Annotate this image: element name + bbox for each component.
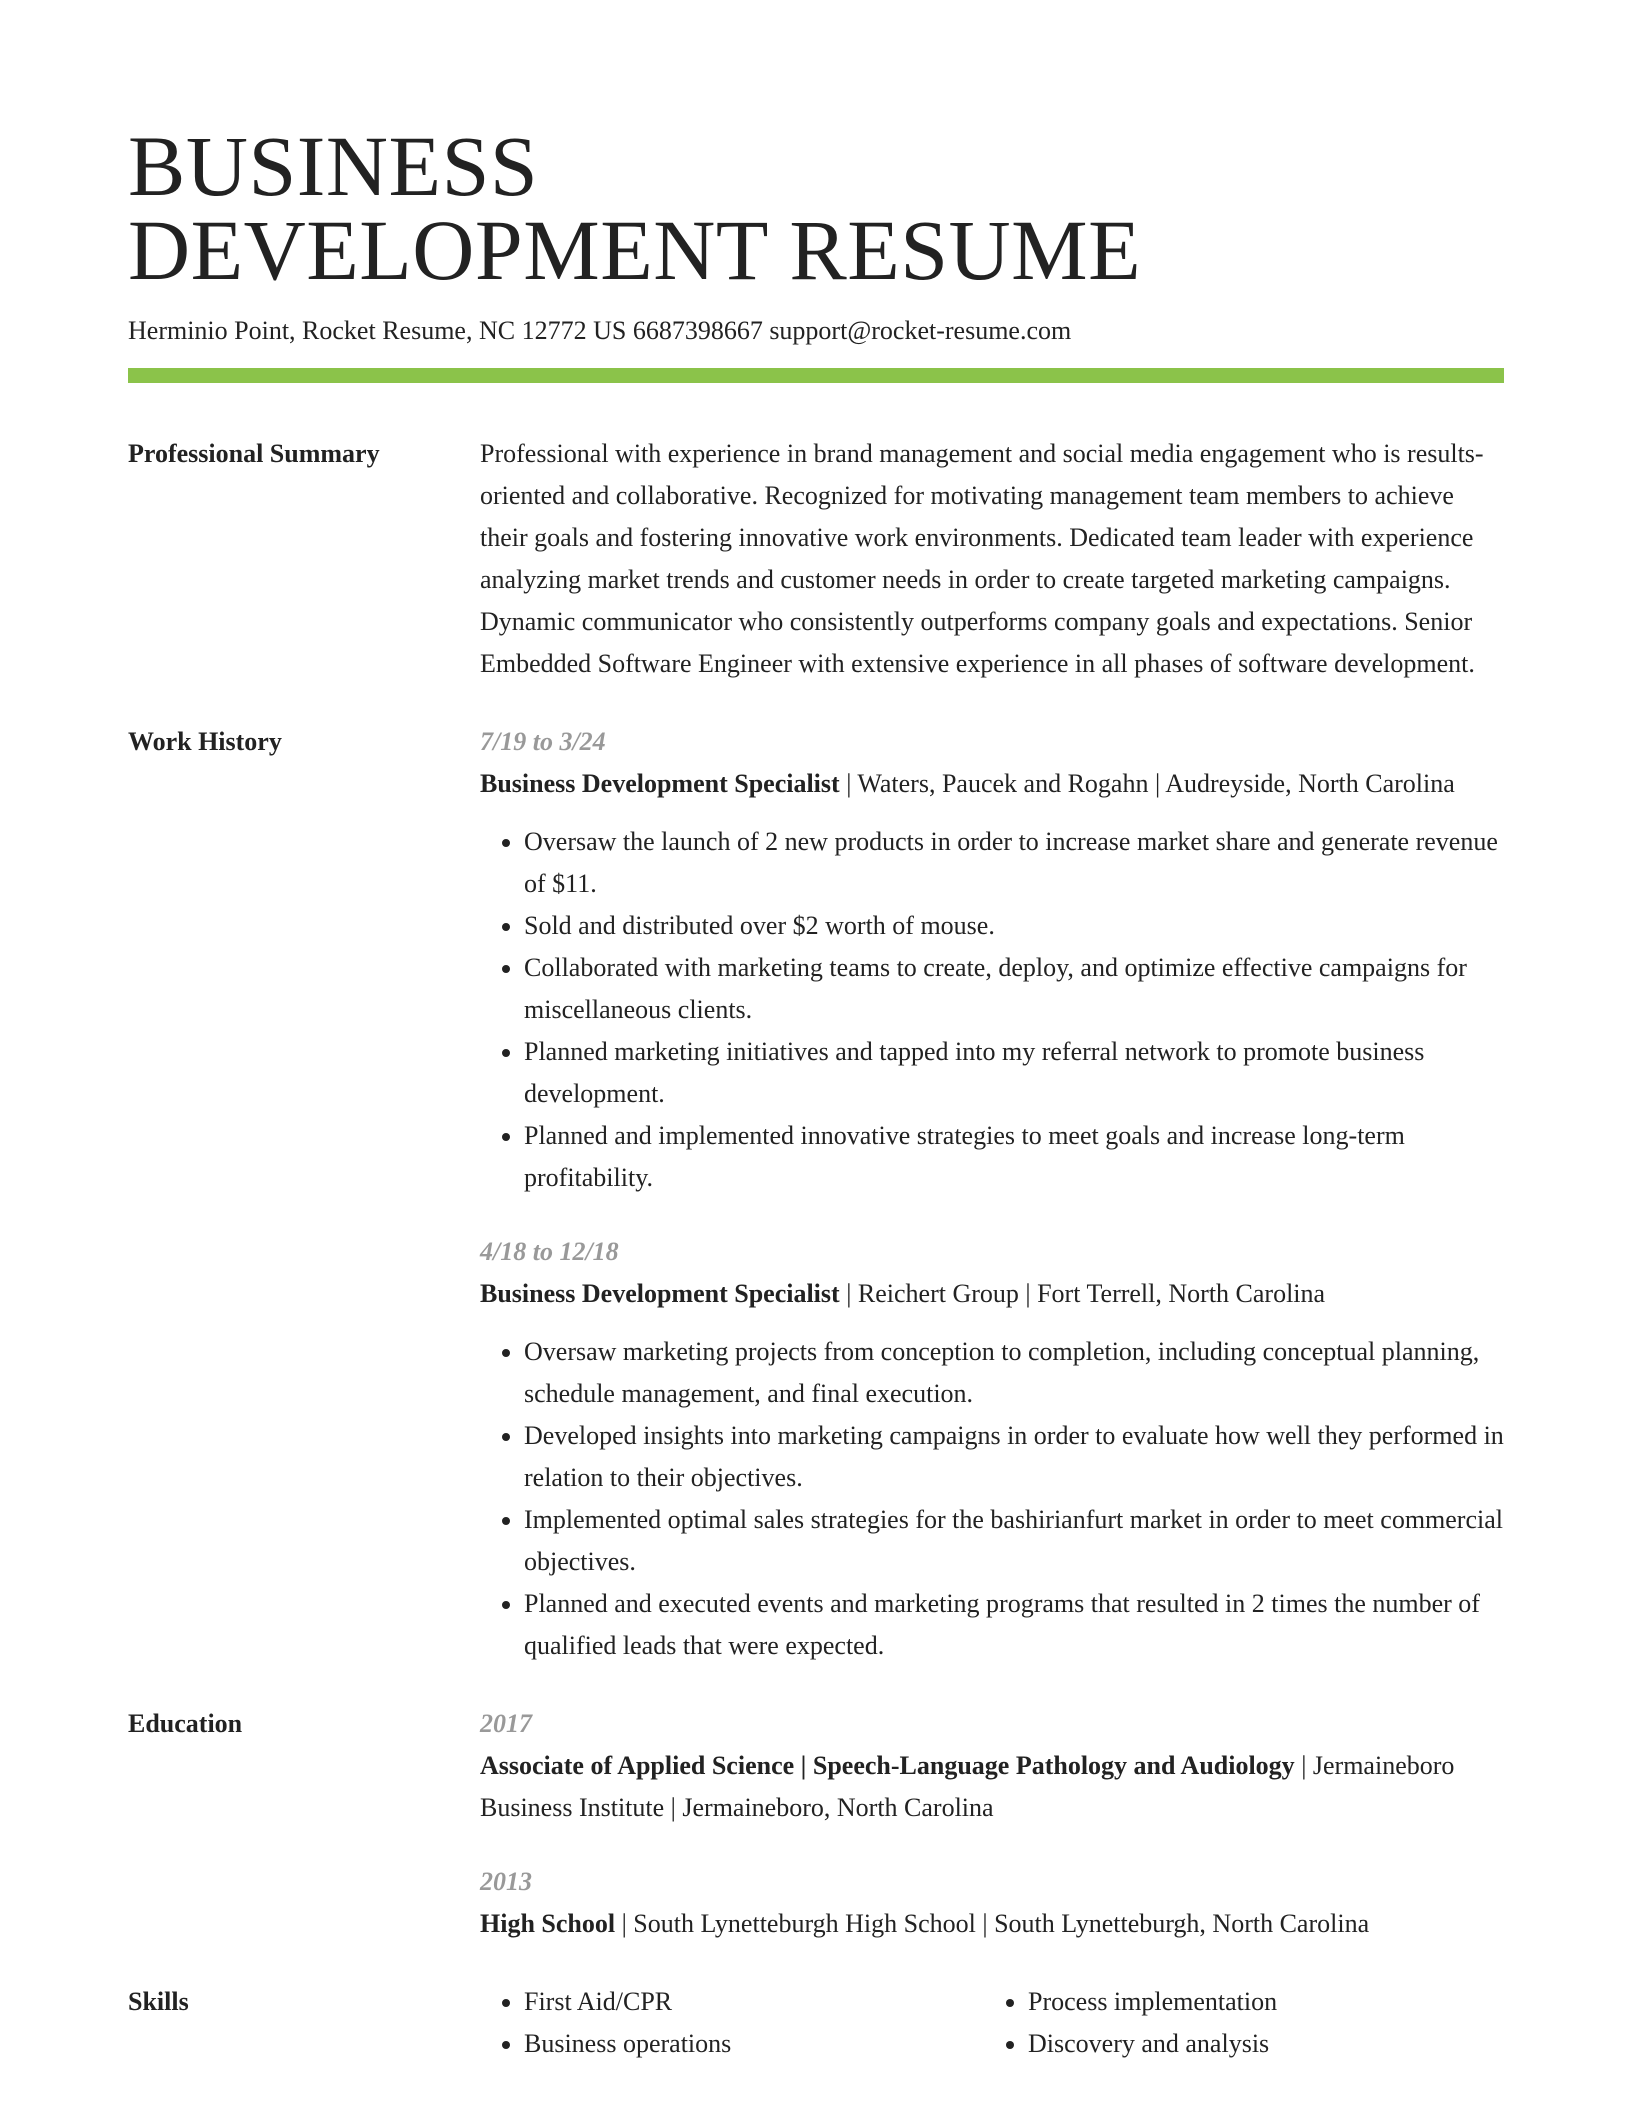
list-item: • Planned and implemented innovative strategies to meet goals and increase long-term profitability. xyxy=(524,1115,1504,1199)
skills-column-2 xyxy=(984,1981,1488,2065)
section-label-skills: Skills xyxy=(128,1987,189,2016)
education-details: | South Lynetteburgh High School | South Lynetteburgh, North Carolina xyxy=(615,1909,1370,1938)
job-bullets xyxy=(480,821,1504,1199)
job-dates: 4/18 to 12/18 xyxy=(480,1237,619,1266)
section-body-work xyxy=(480,721,1504,1667)
list-item: • Collaborated with marketing teams to create, deploy, and optimize effective campaigns for miscellaneous clients. xyxy=(524,947,1504,1031)
list-item: • Developed insights into marketing campaigns in order to evaluate how well they performed in relation to their objectives. xyxy=(524,1415,1504,1499)
job-header xyxy=(480,1273,1504,1315)
title-line-2: DEVELOPMENT RESUME xyxy=(128,202,1142,298)
section-education xyxy=(128,1703,1504,1945)
job-title: Business Development Specialist xyxy=(480,1279,840,1308)
section-summary xyxy=(128,433,1504,685)
section-label-summary: Professional Summary xyxy=(128,439,380,468)
list-item: • Planned and executed events and marketing programs that resulted in 2 times the number of qualified leads that were expected. xyxy=(524,1583,1504,1667)
list-item: • Oversaw the launch of 2 new products in order to increase market share and generate revenue of $11. xyxy=(524,821,1504,905)
title-line-1: BUSINESS xyxy=(128,118,539,214)
job-dates: 7/19 to 3/24 xyxy=(480,727,606,756)
section-label-education: Education xyxy=(128,1709,243,1738)
job-entry xyxy=(480,721,1504,1199)
list-item: • Process implementation xyxy=(1028,1981,1488,2023)
job-details: | Waters, Paucek and Rogahn | Audreyside, North Carolina xyxy=(839,769,1455,798)
education-degree: Associate of Applied Science | Speech-Language Pathology and Audiology xyxy=(480,1751,1295,1780)
list-item: • Sold and distributed over $2 worth of mouse. xyxy=(524,905,1504,947)
resume-page xyxy=(128,0,1504,2065)
job-bullets xyxy=(480,1331,1504,1667)
education-year: 2013 xyxy=(480,1867,532,1896)
section-work-history xyxy=(128,721,1504,1667)
list-item: • Oversaw marketing projects from conception to completion, including conceptual planning, schedule management, and final execution. xyxy=(524,1331,1504,1415)
accent-divider xyxy=(128,368,1504,383)
education-entry xyxy=(480,1703,1504,1829)
section-body-skills xyxy=(480,1981,1504,2065)
list-item: • First Aid/CPR xyxy=(524,1981,984,2023)
resume-title xyxy=(128,0,1504,298)
skills-column-1 xyxy=(480,1981,984,2065)
education-header xyxy=(480,1745,1504,1829)
education-header xyxy=(480,1903,1504,1945)
education-degree: High School xyxy=(480,1909,616,1938)
contact-info: Herminio Point, Rocket Resume, NC 12772 US 6687398667 support@rocket-resume.com xyxy=(128,316,1072,345)
education-year: 2017 xyxy=(480,1709,532,1738)
education-details: | Jermaineboro Business Institute | Jermaineboro, North Carolina xyxy=(480,1751,1455,1822)
section-body-education xyxy=(480,1703,1504,1945)
list-item: • Discovery and analysis xyxy=(1028,2023,1488,2065)
summary-text: Professional with experience in brand management and social media engagement who is results-oriented and collaborative. Recognized for motivating management team members to achieve their goals and fostering innovative work environments. Dedicated team leader with experience analyzing market trends and customer needs in order to create targeted marketing campaigns. Dynamic communicator who consistently outperforms company goals and expectations. Senior Embedded Software Engineer with extensive experience in all phases of software development. xyxy=(480,439,1484,678)
job-details: | Reichert Group | Fort Terrell, North Carolina xyxy=(839,1279,1326,1308)
job-entry xyxy=(480,1231,1504,1667)
education-entry xyxy=(480,1861,1504,1945)
section-skills xyxy=(128,1981,1504,2065)
list-item: • Implemented optimal sales strategies for the bashirianfurt market in order to meet commercial objectives. xyxy=(524,1499,1504,1583)
section-body-summary xyxy=(480,433,1504,685)
list-item: • Business operations xyxy=(524,2023,984,2065)
list-item: • Planned marketing initiatives and tapped into my referral network to promote business development. xyxy=(524,1031,1504,1115)
job-title: Business Development Specialist xyxy=(480,769,840,798)
job-header xyxy=(480,763,1504,805)
section-label-work: Work History xyxy=(128,727,282,756)
